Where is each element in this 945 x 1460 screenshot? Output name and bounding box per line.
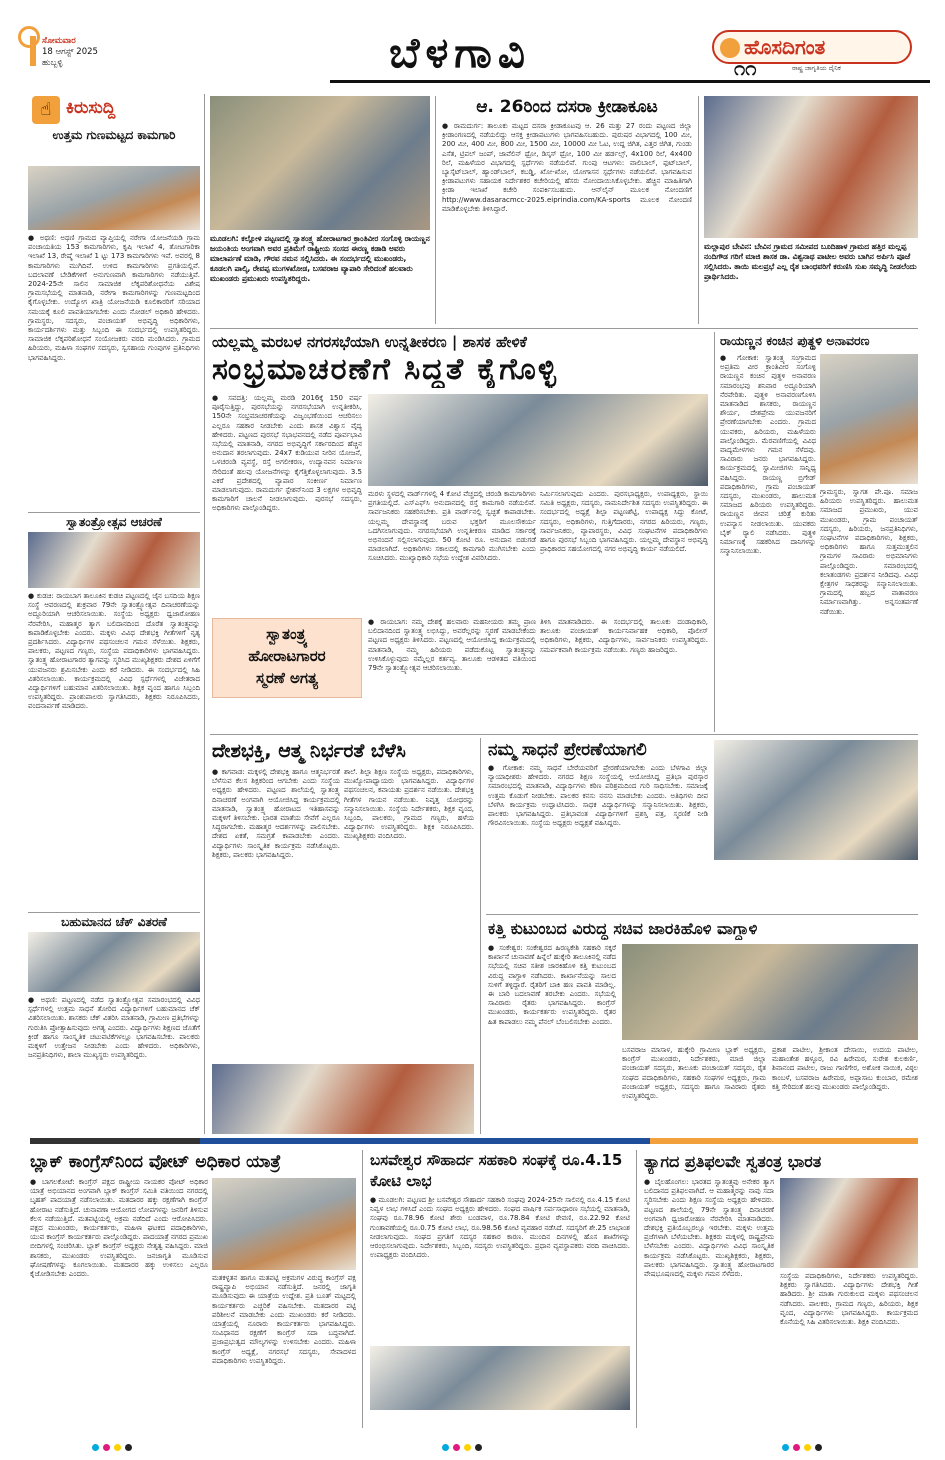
- color-bar-orange: [650, 1138, 918, 1144]
- brief3-body: ● ಅಥಣಿ: ಪಟ್ಟಣದಲ್ಲಿ ನಡೆದ ಸ್ವಾತಂತ್ರ್ಯೋತ್ಸವ ಸಮಾರಂಭದಲ್ಲಿ ವಿವಿಧ ಸ್ಪರ್ಧೆಗಳಲ್ಲಿ ಉತ್ತಮ ಸಾಧನೆ ತೋರಿದ ವಿದ್ಯಾರ್ಥಿಗಳಿಗೆ ಬಹುಮಾನದ ಚೆಕ್ ವಿತರಿಸಲಾಯಿತು. ಶಾಸಕರು ಚೆಕ್ ವಿತರಿಸಿ ಮಾತನಾಡಿ, ಗ್ರಾಮೀಣ ಪ್ರತಿಭೆಗಳನ್ನು ಗುರುತಿಸಿ ಪ್ರೋತ್ಸಾಹಿಸುವುದು ಅಗತ್ಯ ಎಂದರು. ವಿದ್ಯಾರ್ಥಿಗಳು ಶಿಕ್ಷಣದ ಜೊತೆಗೆ ಕ್ರೀಡೆ ಹಾಗೂ ಸಾಂಸ್ಕೃತಿಕ ಚಟುವಟಿಕೆಗಳಲ್ಲೂ ಭಾಗವಹಿಸಬೇಕು. ಪಾಲಕರು ಮಕ್ಕಳಿಗೆ ಉತ್ತೇಜನ ನೀಡಬೇಕು ಎಂದು ಹೇಳಿದರು. ಅಧಿಕಾರಿಗಳು, ಜನಪ್ರತಿನಿಧಿಗಳು, ಶಾಲಾ ಮುಖ್ಯಸ್ಥರು ಉಪಸ್ಥಿತರಿದ್ದರು.: [28, 996, 200, 1060]
- tyaga-col2: ಸಂಸ್ಥೆಯ ಪದಾಧಿಕಾರಿಗಳು, ನಿರ್ದೇಶಕರು ಉಪಸ್ಥಿತರಿದ್ದರು. ಶಿಕ್ಷಕರು ಸ್ವಾಗತಿಸಿದರು. ವಿದ್ಯಾರ್ಥಿಗಳು ದೇಶಭಕ್ತಿ ಗೀತೆ ಹಾಡಿದರು. ಶ್ರೀ ಮಾತಾ ಗುರುಕುಲದ ಮಕ್ಕಳು ಪಥಸಂಚಲನ ನಡೆಸಿದರು. ಪಾಲಕರು, ಗ್ರಾಮದ ಗಣ್ಯರು, ಹಿರಿಯರು, ಶಿಕ್ಷಕ ವೃಂದ, ವಿದ್ಯಾರ್ಥಿಗಳು ಭಾಗವಹಿಸಿದ್ದರು. ಕಾರ್ಯಕ್ರಮದ ಕೊನೆಯಲ್ಲಿ ಸಿಹಿ ವಿತರಿಸಲಾಯಿತು. ಶಿಕ್ಷಕಿ ವಂದಿಸಿದರು.: [780, 1272, 918, 1327]
- rayanna-col2: ಗ್ರಾಮಸ್ಥರು, ಸ್ವಾಗತ ಪೇ.ಪೂ. ಸಮಾಜ ಹಿರಿಯರು ಉಪಸ್ಥಿತರಿದ್ದರು. ಹಾಲುಮತ ಸಮಾಜದ ಪ್ರಮುಖರು, ಯುವ ಮುಖಂಡರು, ಗ್ರಾಮ ಪಂಚಾಯತ್ ಸದಸ್ಯರು, ಹಿರಿಯರು, ಜನಪ್ರತಿನಿಧಿಗಳು, ಸಂಘಟನೆಗಳ ಪದಾಧಿಕಾರಿಗಳು, ಶಿಕ್ಷಕರು, ಅಧಿಕಾರಿಗಳು ಹಾಗೂ ಸುತ್ತಮುತ್ತಲಿನ ಗ್ರಾಮಗಳ ಸಾವಿರಾರು ಅಭಿಮಾನಿಗಳು ಪಾಲ್ಗೊಂಡಿದ್ದರು. ಸಮಾರಂಭದಲ್ಲಿ ಕಲಾತಂಡಗಳು ಪ್ರದರ್ಶನ ನೀಡಿದವು. ವಿವಿಧ ಕ್ಷೇತ್ರಗಳ ಸಾಧಕರನ್ನು ಸನ್ಮಾನಿಸಲಾಯಿತು. ಗ್ರಾಮದಲ್ಲಿ ಹಬ್ಬದ ವಾತಾವರಣ ನಿರ್ಮಾಣವಾಗಿತ್ತು. ಅನ್ನಸಂತರ್ಪಣೆ ನಡೆಯಿತು.: [820, 488, 918, 616]
- masthead: [0, 0, 945, 86]
- tyaga-title: ತ್ಯಾಗದ ಪ್ರತಿಫಲವೇ ಸ್ವತಂತ್ರ ಭಾರತ: [644, 1152, 822, 1171]
- puja-caption: ಮಲ್ಲಾಪುರ ಬೇವಿನ: ಬೇವಿನ ಗ್ರಾಮದ ಸಮೀಪದ ಬೂದಿಹಾಳ ಗ್ರಾಮದ ಹತ್ತಿರ ಮಲ್ಲಪ್ಪ ನಂದಿಗೌಡ ಗರಿಗೆ ಮಾಜಿ ಶಾಸಕ ಡಾ. ವಿಶ್ವನಾಥ ಪಾಟೀಲ ಅವರು ಬಾಗಿನ ಅರ್ಪಿಸಿ ಪೂಜೆ ಸಲ್ಲಿಸಿದರು. ತಾಯಿ ಮಲಪ್ರಭೆ ಎಲ್ಲ ರೈತ ಬಾಂಧವರಿಗೆ ಕರುಣಿಸಿ ಸುಖ ಸಮೃದ್ಧಿ ನೀಡಲೆಂದು ಪ್ರಾರ್ಥಿಸಿದರು.: [704, 242, 917, 281]
- kirusuddi-logo: ಕಿರುಸುದ್ದಿ: [66, 98, 116, 118]
- basava-photo: [370, 1346, 630, 1410]
- basava-title: ಬಸವೇಶ್ವರ ಸೌಹಾರ್ದ ಸಹಕಾರಿ ಸಂಘಕ್ಕೆ ರೂ.4.15 ಕೋಟಿ ಲಾಭ: [370, 1151, 623, 1190]
- hand-pointer-icon: ☝: [32, 96, 60, 124]
- deshabhakti-col2: ಶಾಲೆ. ಶಿಲ್ಪಾ ಶಿಕ್ಷಣ ಸಂಸ್ಥೆಯ ಅಧ್ಯಕ್ಷರು, ಪದಾಧಿಕಾರಿಗಳು, ಮುಖ್ಯೋಪಾಧ್ಯಾಯರು ಭಾಗವಹಿಸಿದ್ದರು. ವಿದ್ಯಾರ್ಥಿಗಳ ಪಥಸಂಚಲನ, ಕವಾಯತು ಪ್ರದರ್ಶನ ನಡೆಯಿತು. ದೇಶಭಕ್ತಿ ಗೀತೆಗಳ ಗಾಯನ ನಡೆಯಿತು. ನಿವೃತ್ತ ಯೋಧರನ್ನು ಸನ್ಮಾನಿಸಲಾಯಿತು. ಸಂಸ್ಥೆಯ ನಿರ್ದೇಶಕರು, ಶಿಕ್ಷಕ ವೃಂದ, ಸಿಬ್ಬಂದಿ, ಪಾಲಕರು, ಗ್ರಾಮದ ಗಣ್ಯರು, ಹಳೆಯ ವಿದ್ಯಾರ್ಥಿಗಳು ಉಪಸ್ಥಿತರಿದ್ದರು. ಶಿಕ್ಷಕಿ ನಿರೂಪಿಸಿದರು. ಮುಖ್ಯಶಿಕ್ಷಕರು ವಂದಿಸಿದರು.: [344, 768, 474, 841]
- brand-logo-icon: [720, 38, 740, 58]
- katti-col2: ಬಸವರಾಜ ಮಾಸಾಳ, ಹುಕ್ಕೇರಿ ಗ್ರಾಮೀಣ ಬ್ಲಾಕ್ ಅಧ್ಯಕ್ಷರು, ಕಾಂಗ್ರೆಸ್ ಮುಖಂಡರು, ನಿರ್ದೇಶಕರು, ಮಾಜಿ ಜಿಲ್ಲಾ ಪಂಚಾಯತ್ ಸದಸ್ಯರು, ತಾಲೂಕು ಪಂಚಾಯತ್ ಸದಸ್ಯರು, ರೈತ ಸಂಘದ ಪದಾಧಿಕಾರಿಗಳು, ಸಹಕಾರಿ ಸಂಘಗಳ ಅಧ್ಯಕ್ಷರು, ಗ್ರಾಮ ಪಂಚಾಯತ್ ಅಧ್ಯಕ್ಷರು, ಸದಸ್ಯರು ಹಾಗೂ ಸಾವಿರಾರು ರೈತರು ಉಪಸ್ಥಿತರಿದ್ದರು.: [622, 1046, 766, 1101]
- brief2-photo: [28, 532, 200, 588]
- swatantrya-col2: ತಿಳಿಸಿ ಮಾತನಾಡಿದರು. ಈ ಸಂದರ್ಭದಲ್ಲಿ ತಾಲೂಕು ದಂಡಾಧಿಕಾರಿ, ತಾಲೂಕು ಪಂಚಾಯತ್ ಕಾರ್ಯನಿರ್ವಾಹಕ ಅಧಿಕಾರಿ, ಪೊಲೀಸ್ ಅಧಿಕಾರಿಗಳು, ಶಿಕ್ಷಕರು, ವಿದ್ಯಾರ್ಥಿಗಳು, ಸಾರ್ವಜನಿಕರು ಉಪಸ್ಥಿತರಿದ್ದರು. ಸಮರ್ಪಕವಾಗಿ ಕಾರ್ಯಕ್ರಮ ನಡೆಯಿತು. ಗಣ್ಯರು ಹಾಜರಿದ್ದರು.: [540, 618, 708, 654]
- yallamma-col2: ಮರಳು ಸ್ಥಳದಲ್ಲಿ ವಾರ್ಡ್‌ಗಳಲ್ಲಿ 4 ಕೋಟಿ ವೆಚ್ಚದಲ್ಲಿ ಚರಂಡಿ ಕಾಮಗಾರಿಗಳು ಪ್ರಗತಿಯಲ್ಲಿದೆ. ಎಸ್‌ಎಫ್‌ಸಿ ಅನುದಾನದಲ್ಲಿ ರಸ್ತೆ ಕಾಮಗಾರಿ ನಡೆಯಲಿವೆ. ಸಾರ್ವಜನಿಕರು ಸಹಕರಿಸಬೇಕು. ಪ್ರತಿ ವಾರ್ಡ್‌ನಲ್ಲಿ ಸ್ವಚ್ಛತೆ ಕಾಪಾಡಬೇಕು. ಯಲ್ಲಮ್ಮ ದೇವಸ್ಥಾನಕ್ಕೆ ಬರುವ ಭಕ್ತರಿಗೆ ಮೂಲಸೌಕರ್ಯ ಒದಗಿಸಲಾಗುವುದು. ನಗರಸಭೆಯಾಗಿ ಉನ್ನತೀಕರಣ ಮಾಡಿದ ಸರ್ಕಾರಕ್ಕೆ ಅಭಿನಂದನೆ ಸಲ್ಲಿಸಲಾಗುವುದು. 50 ಕೋಟಿ ರೂ. ಅನುದಾನ ಬಿಡುಗಡೆ ಮಾಡಲಾಗಿದೆ. ಅಧಿಕಾರಿಗಳು ಸಕಾಲದಲ್ಲಿ ಕಾಮಗಾರಿ ಮುಗಿಸಬೇಕು ಎಂದು ಸೂಚಿಸಿದರು. ಮುಖ್ಯಾಧಿಕಾರಿ ಸಭೆಯ ಉದ್ದೇಶ ವಿವರಿಸಿದರು.: [368, 490, 536, 563]
- color-bar-blue: [200, 1138, 650, 1144]
- rayanna-title: ರಾಯಣ್ಣನ ಕಂಚಿನ ಪುತ್ಥಳಿ ಅನಾವರಣ: [720, 333, 870, 348]
- color-bar-black: [30, 1138, 200, 1144]
- brief2-body: ● ಕುಡಚಿ: ರಾಯಬಾಗ ತಾಲೂಕಿನ ಕುಡಚಿ ಪಟ್ಟಣದಲ್ಲಿ ಜೈನ ಬಸದಿಯ ಶಿಕ್ಷಣ ಸಂಸ್ಥೆ ಆವರಣದಲ್ಲಿ ಶುಕ್ರವಾರ 79ನೇ ಸ್ವಾತಂತ್ರ್ಯೋತ್ಸವ ದಿನಾಚರಣೆಯನ್ನು ಅದ್ದೂರಿಯಾಗಿ ಆಚರಿಸಲಾಯಿತು. ಸಂಸ್ಥೆಯ ಅಧ್ಯಕ್ಷರು ಧ್ವಜಾರೋಹಣ ನೆರವೇರಿಸಿ, ಮಹಾತ್ಮರ ತ್ಯಾಗ ಬಲಿದಾನದಿಂದ ದೊರೆತ ಸ್ವಾತಂತ್ರ್ಯವನ್ನು ಕಾಪಾಡಿಕೊಳ್ಳಬೇಕು ಎಂದರು. ಮಕ್ಕಳು ವಿವಿಧ ದೇಶಭಕ್ತಿ ಗೀತೆಗಳಿಗೆ ನೃತ್ಯ ಪ್ರದರ್ಶಿಸಿದರು. ವಿದ್ಯಾರ್ಥಿಗಳ ಪಥಸಂಚಲನ ಗಮನ ಸೆಳೆಯಿತು. ಶಿಕ್ಷಕರು, ಪಾಲಕರು, ಪಟ್ಟಣದ ಗಣ್ಯರು, ಸಂಸ್ಥೆಯ ಪದಾಧಿಕಾರಿಗಳು ಭಾಗವಹಿಸಿದ್ದರು. ಸ್ವಾತಂತ್ರ್ಯ ಹೋರಾಟಗಾರರ ತ್ಯಾಗವನ್ನು ಸ್ಮರಿಸಿದ ಮುಖ್ಯಶಿಕ್ಷಕರು ದೇಶದ ಏಳಿಗೆಗೆ ಯುವಜನರು ಶ್ರಮಿಸಬೇಕು ಎಂದು ಕರೆ ನೀಡಿದರು. ಈ ಸಂದರ್ಭದಲ್ಲಿ ಸಿಹಿ ವಿತರಿಸಲಾಯಿತು. ಕಾರ್ಯಕ್ರಮದಲ್ಲಿ ವಿವಿಧ ಸ್ಪರ್ಧೆಗಳಲ್ಲಿ ವಿಜೇತರಾದ ವಿದ್ಯಾರ್ಥಿಗಳಿಗೆ ಬಹುಮಾನ ವಿತರಿಸಲಾಯಿತು. ಶಿಕ್ಷಕ ವೃಂದ ಹಾಗೂ ಸಿಬ್ಬಂದಿ ಉಪಸ್ಥಿತರಿದ್ದರು. ಪ್ರಾಂಶುಪಾಲರು ಸ್ವಾಗತಿಸಿದರು, ಶಿಕ್ಷಕರು ನಿರೂಪಿಸಿದರು, ವಂದನಾರ್ಪಣೆ ಮಾಡಿದರು.: [28, 592, 200, 711]
- yallamma-photo: [368, 394, 708, 486]
- brief1-title: ಉತ್ತಮ ಗುಣಮಟ್ಟದ ಕಾಮಗಾರಿ: [52, 128, 176, 142]
- basava-body: ● ಮೂಡಲಗಿ: ಪಟ್ಟಣದ ಶ್ರೀ ಬಸವೇಶ್ವರ ಸೌಹಾರ್ದ ಸಹಕಾರಿ ಸಂಘವು 2024-25ನೇ ಸಾಲಿನಲ್ಲಿ ರೂ.4.15 ಕೋಟಿ ನಿವ್ವಳ ಲಾಭ ಗಳಿಸಿದೆ ಎಂದು ಸಂಘದ ಅಧ್ಯಕ್ಷರು ಹೇಳಿದರು. ಸಂಘದ ವಾರ್ಷಿಕ ಸರ್ವಸಾಧಾರಣ ಸಭೆಯಲ್ಲಿ ಮಾತನಾಡಿ, ಸಂಘವು ರೂ.78.96 ಕೋಟಿ ಶೇರು ಬಂಡವಾಳ, ರೂ.78.84 ಕೋಟಿ ಠೇವಣಿ, ರೂ.22.92 ಕೋಟಿ ಗುಂತಾವಣೆಯಲ್ಲಿ ರೂ.0.75 ಕೋಟಿ ಲಾಭ, ರೂ.98.56 ಕೋಟಿ ವ್ಯವಹಾರ ನಡೆಸಿದೆ. ಸದಸ್ಯರಿಗೆ ಶೇ.25 ಲಾಭಾಂಶ ನೀಡಲಾಗುವುದು. ಸಂಘದ ಪ್ರಗತಿಗೆ ಸದಸ್ಯರ ಸಹಕಾರ ಕಾರಣ. ಮುಂದಿನ ದಿನಗಳಲ್ಲಿ ಹೊಸ ಶಾಖೆಗಳನ್ನು ಆರಂಭಿಸಲಾಗುವುದು. ನಿರ್ದೇಶಕರು, ಸಿಬ್ಬಂದಿ, ಸದಸ್ಯರು ಉಪಸ್ಥಿತರಿದ್ದರು. ಪ್ರಧಾನ ವ್ಯವಸ್ಥಾಪಕರು ವರದಿ ವಾಚಿಸಿದರು. ಉಪಾಧ್ಯಕ್ಷರು ವಂದಿಸಿದರು.: [370, 1196, 630, 1260]
- puja-photo: [704, 96, 918, 238]
- row-divider: [210, 328, 918, 329]
- katti-col1: ● ಸಂಕೇಶ್ವರ: ಸಂಕೇಶ್ವರದ ಹಿರಣ್ಯಕೇಶಿ ಸಹಕಾರಿ ಸಕ್ಕರೆ ಕಾರ್ಖಾನೆ ಚುನಾವಣೆ ಹಿನ್ನೆಲೆ ಹುಕ್ಕೇರಿ ತಾಲೂಕಿನಲ್ಲಿ ನಡೆದ ಸಭೆಯಲ್ಲಿ ಸಚಿವ ಸತೀಶ ಜಾರಕಿಹೊಳಿ ಕತ್ತಿ ಕುಟುಂಬದ ವಿರುದ್ಧ ವಾಗ್ದಾಳಿ ನಡೆಸಿದರು. ಕಾರ್ಖಾನೆಯನ್ನು ಸಾಲದ ಸುಳಿಗೆ ತಳ್ಳಿದ್ದಾರೆ. ರೈತರಿಗೆ ಬಾಕಿ ಹಣ ಪಾವತಿ ಮಾಡಿಲ್ಲ. ಈ ಬಾರಿ ಬದಲಾವಣೆ ತರಬೇಕು ಎಂದರು. ಸಭೆಯಲ್ಲಿ ಸಾವಿರಾರು ರೈತರು ಭಾಗವಹಿಸಿದ್ದರು. ಕಾಂಗ್ರೆಸ್ ಮುಖಂಡರು, ಕಾರ್ಯಕರ್ತರು ಉಪಸ್ಥಿತರಿದ್ದರು. ರೈತರ ಹಿತ ಕಾಪಾಡಲು ನಮ್ಮ ಪೆನಲ್ ಬೆಂಬಲಿಸಬೇಕು ಎಂದರು.: [488, 944, 616, 1026]
- column-divider: [636, 1150, 637, 1428]
- rayanna-col1: ● ಗೋಕಾಕ: ಸ್ವಾತಂತ್ರ್ಯ ಸಂಗ್ರಾಮದ ಅಪ್ರತಿಮ ವೀರ ಕ್ರಾಂತಿವೀರ ಸಂಗೊಳ್ಳಿ ರಾಯಣ್ಣನ ಕಂಚಿನ ಪುತ್ಥಳಿ ಅನಾವರಣ ಸಮಾರಂಭವು ಶನಿವಾರ ಅದ್ದೂರಿಯಾಗಿ ನೆರವೇರಿತು. ಪುತ್ಥಳಿ ಅನಾವರಣಗೊಳಿಸಿ ಮಾತನಾಡಿದ ಶಾಸಕರು, ರಾಯಣ್ಣನ ಶೌರ್ಯ, ದೇಶಪ್ರೇಮ ಯುವಜನರಿಗೆ ಪ್ರೇರಣೆಯಾಗಬೇಕು ಎಂದರು. ಗ್ರಾಮದ ಯುವಕರು, ಹಿರಿಯರು, ಮಹಿಳೆಯರು ಪಾಲ್ಗೊಂಡಿದ್ದರು. ಮೆರವಣಿಗೆಯಲ್ಲಿ ವಿವಿಧ ವಾದ್ಯಮೇಳಗಳು ಗಮನ ಸೆಳೆದವು. ಸಾವಿರಾರು ಜನರು ಭಾಗವಹಿಸಿದ್ದರು. ಕಾರ್ಯಕ್ರಮದಲ್ಲಿ ಸ್ವಾಮೀಜಿಗಳು ಸಾನ್ನಿಧ್ಯ ವಹಿಸಿದ್ದರು. ರಾಯಣ್ಣ ಬ್ರಿಗೇಡ್ ಪದಾಧಿಕಾರಿಗಳು, ಗ್ರಾಮ ಪಂಚಾಯತ್ ಸದಸ್ಯರು, ಮುಖಂಡರು, ಹಾಲುಮತ ಸಮಾಜದ ಹಿರಿಯರು ಉಪಸ್ಥಿತರಿದ್ದರು. ರಾಯಣ್ಣನ ಜೀವನ ಚರಿತ್ರೆ ಕುರಿತು ಉಪನ್ಯಾಸ ನೀಡಲಾಯಿತು. ಯುವಕರು ಬೈಕ್ ರ್‍ಯಾಲಿ ನಡೆಸಿದರು. ಪುತ್ಥಳಿ ನಿರ್ಮಾಣಕ್ಕೆ ಸಹಕರಿಸಿದ ದಾನಿಗಳನ್ನು ಸನ್ಮಾನಿಸಲಾಯಿತು.: [720, 354, 816, 556]
- katti-title: ಕತ್ತಿ ಕುಟುಂಬದ ವಿರುದ್ಧ ಸಚಿವ ಜಾರಕಿಹೊಳಿ ವಾಗ್ದಾಳಿ: [488, 919, 758, 938]
- sadhane-body: ● ಗೋಕಾಕ: ನಮ್ಮ ಸಾಧನೆ ಬೇರೆಯವರಿಗೆ ಪ್ರೇರಣೆಯಾಗಬೇಕು ಎಂದು ಬೆಳಗಾವಿ ಜಿಲ್ಲಾ ನ್ಯಾಯಾಧೀಶರು ಹೇಳಿದರು. ನಗರದ ಶಿಕ್ಷಣ ಸಂಸ್ಥೆಯಲ್ಲಿ ಆಯೋಜಿಸಿದ್ದ ಪ್ರತಿಭಾ ಪುರಸ್ಕಾರ ಸಮಾರಂಭದಲ್ಲಿ ಮಾತನಾಡಿ, ವಿದ್ಯಾರ್ಥಿಗಳು ಕಠಿಣ ಪರಿಶ್ರಮದಿಂದ ಗುರಿ ಸಾಧಿಸಬೇಕು. ಸಮಾಜಕ್ಕೆ ಉತ್ತಮ ಕೊಡುಗೆ ನೀಡಬೇಕು. ಪಾಲಕರ ಕನಸು ನನಸು ಮಾಡಬೇಕು ಎಂದರು. ಅತಿಥಿಗಳು ದೀಪ ಬೆಳಗಿಸಿ ಕಾರ್ಯಕ್ರಮ ಉದ್ಘಾಟಿಸಿದರು. ಸಾಧಕ ವಿದ್ಯಾರ್ಥಿಗಳನ್ನು ಸನ್ಮಾನಿಸಲಾಯಿತು. ಶಿಕ್ಷಕರು, ಪಾಲಕರು ಭಾಗವಹಿಸಿದ್ದರು. ಪ್ರತಿಭಾವಂತ ವಿದ್ಯಾರ್ಥಿಗಳಿಗೆ ಪ್ರಶಸ್ತಿ ಪತ್ರ, ಸ್ಮರಣಿಕೆ ನೀಡಿ ಗೌರವಿಸಲಾಯಿತು. ಸಂಸ್ಥೆಯ ಅಧ್ಯಕ್ಷರು ಅಧ್ಯಕ್ಷತೆ ವಹಿಸಿದ್ದರು.: [488, 764, 708, 828]
- votes-col1: ● ಬಾಗಲಕೋಟೆ: ಕಾಂಗ್ರೆಸ್ ಪಕ್ಷದ ರಾಷ್ಟ್ರೀಯ ನಾಯಕರ ವೋಟ್ ಅಧಿಕಾರ ಯಾತ್ರೆ ಅಭಿಯಾನದ ಅಂಗವಾಗಿ ಬ್ಲಾಕ್ ಕಾಂಗ್ರೆಸ್ ಸಮಿತಿ ವತಿಯಿಂದ ನಗರದಲ್ಲಿ ಬೃಹತ್ ಪಾದಯಾತ್ರೆ ನಡೆಸಲಾಯಿತು. ಮತದಾರರ ಹಕ್ಕು ರಕ್ಷಣೆಗಾಗಿ ಕಾಂಗ್ರೆಸ್ ಹೋರಾಟ ನಡೆಸುತ್ತಿದೆ. ಚುನಾವಣಾ ಆಯೋಗದ ಲೋಪಗಳನ್ನು ಜನರಿಗೆ ತಿಳಿಸುವ ಕೆಲಸ ನಡೆಯುತ್ತಿದೆ. ಮತಪಟ್ಟಿಯಲ್ಲಿ ಅಕ್ರಮ ನಡೆದಿದೆ ಎಂದು ಆರೋಪಿಸಿದರು. ಪಕ್ಷದ ಮುಖಂಡರು, ಕಾರ್ಯಕರ್ತರು, ಮಹಿಳಾ ಘಟಕದ ಪದಾಧಿಕಾರಿಗಳು, ಯುವ ಕಾಂಗ್ರೆಸ್ ಕಾರ್ಯಕರ್ತರು ಪಾಲ್ಗೊಂಡಿದ್ದರು. ಪಾದಯಾತ್ರೆ ನಗರದ ಪ್ರಮುಖ ಬೀದಿಗಳಲ್ಲಿ ಸಂಚರಿಸಿತು. ಬ್ಲಾಕ್ ಕಾಂಗ್ರೆಸ್ ಅಧ್ಯಕ್ಷರು ನೇತೃತ್ವ ವಹಿಸಿದ್ದರು. ಮಾಜಿ ಶಾಸಕರು, ಮುಖಂಡರು ಉಪಸ್ಥಿತರಿದ್ದರು. ಜನಜಾಗೃತಿ ಮೂಡಿಸುವ ಘೋಷಣೆಗಳನ್ನು ಕೂಗಲಾಯಿತು. ಮತದಾರರ ಹಕ್ಕು ಉಳಿಸಲು ಎಲ್ಲರೂ ಕೈಜೋಡಿಸಬೇಕು ಎಂದರು.: [30, 1178, 208, 1279]
- brief3-title: ಬಹುಮಾನದ ಚೆಕ್ ವಿತರಣೆ: [28, 912, 200, 930]
- katti-col3: ಪ್ರಕಾಶ ಪಾಟೀಲ, ಶ್ರೀಕಾಂತ ದೇಸಾಯಿ, ಉದಯ ಪಾಟೀಲ, ಮಹಾಂತೇಶ ಹಳ್ಳೂರ, ರವಿ ಹಿರೇಮಠ, ಸುರೇಶ ಕುಲಕರ್ಣಿ, ಶಿವಾನಂದ ಪಾಟೀಲ, ರಾಜು ಗಾಣಿಗೇರ, ಅಶೋಕ ನಾಯಿಕ, ವಿಠ್ಠಲ ಕಾಂಬಳೆ, ಬಸವರಾಜ ಹಿರೇಮಠ, ಅಪ್ಪಾಸಾಬ ಕುಂಬಾರ, ರಮೇಶ ಕತ್ತಿ ಸೇರಿದಂತೆ ಹಲವು ಮುಖಂಡರು ಪಾಲ್ಗೊಂಡಿದ್ದರು.: [772, 1046, 918, 1091]
- column-divider: [204, 94, 205, 1134]
- kirusuddi-header: [28, 94, 200, 126]
- brief2-title: ಸ್ವಾತಂತ್ರ್ಯೋತ್ಸವ ಆಚರಣೆ: [28, 512, 200, 530]
- yallamma-col3: ನಿರ್ಮಿಸಲಾಗುವುದು ಎಂದರು. ಪುರಸಭಾಧ್ಯಕ್ಷರು, ಉಪಾಧ್ಯಕ್ಷರು, ಸ್ಥಾಯಿ ಸಮಿತಿ ಅಧ್ಯಕ್ಷರು, ಸದಸ್ಯರು, ನಾಮನಿರ್ದೇಶಿತ ಸದಸ್ಯರು ಉಪಸ್ಥಿತರಿದ್ದರು. ಈ ಸಂದರ್ಭದಲ್ಲಿ ಅಧ್ಯಕ್ಷೆ ಶಿಲ್ಪಾ ಪಟ್ಟಣಶೆಟ್ಟಿ, ಉಪಾಧ್ಯಕ್ಷ ಸಿದ್ದು ಕೋಟೆ, ಸದಸ್ಯರು, ಅಧಿಕಾರಿಗಳು, ಗುತ್ತಿಗೆದಾರರು, ನಗರದ ಹಿರಿಯರು, ಗಣ್ಯರು, ಸಾರ್ವಜನಿಕರು, ವ್ಯಾಪಾರಸ್ಥರು, ವಿವಿಧ ಸಂಘಟನೆಗಳ ಪದಾಧಿಕಾರಿಗಳು ಹಾಗೂ ಪುರಸಭೆ ಸಿಬ್ಬಂದಿ ಭಾಗವಹಿಸಿದ್ದರು. ಯಲ್ಲಮ್ಮ ದೇವಸ್ಥಾನ ಅಭಿವೃದ್ಧಿ ಪ್ರಾಧಿಕಾರದ ಸಹಯೋಗದಲ್ಲಿ ನಗರ ಅಭಿವೃದ್ಧಿ ಕಾರ್ಯ ನಡೆಯಲಿದೆ.: [540, 490, 708, 554]
- votes-title: ಬ್ಲಾಕ್ ಕಾಂಗ್ರೆಸ್‌ನಿಂದ ವೋಟ್ ಅಧಿಕಾರ ಯಾತ್ರೆ: [30, 1152, 281, 1172]
- swatantrya-title-3: ಸ್ಮರಣೆ ಅಗತ್ಯ: [255, 669, 319, 687]
- column-divider: [714, 332, 715, 732]
- kirusuddi-column: [28, 94, 200, 1134]
- deshabhakti-photo: [212, 1064, 474, 1134]
- yallamma-kicker: ಯಲ್ಲಮ್ಮ ಮರಬಳ ನಗರಸಭೆಯಾಗಿ ಉನ್ನತೀಕರಣ | ಶಾಸಕ ಹೇಳಿಕೆ: [212, 333, 527, 351]
- masthead-ring-icon: [18, 26, 40, 48]
- votes-col2: ಮತಕಳ್ಳತನ ಹಾಗೂ ಮತಪಟ್ಟಿ ಅಕ್ರಮಗಳ ವಿರುದ್ಧ ಕಾಂಗ್ರೆಸ್ ಪಕ್ಷ ರಾಷ್ಟ್ರವ್ಯಾಪಿ ಅಭಿಯಾನ ನಡೆಸುತ್ತಿದೆ. ಜನರಲ್ಲಿ ಜಾಗೃತಿ ಮೂಡಿಸುವುದು ಈ ಯಾತ್ರೆಯ ಉದ್ದೇಶ. ಪ್ರತಿ ಬೂತ್ ಮಟ್ಟದಲ್ಲಿ ಕಾರ್ಯಕರ್ತರು ಎಚ್ಚರಿಕೆ ವಹಿಸಬೇಕು. ಮತದಾರರ ಪಟ್ಟಿ ಪರಿಶೀಲನೆ ಮಾಡಬೇಕು ಎಂದು ಮುಖಂಡರು ಕರೆ ನೀಡಿದರು. ಯಾತ್ರೆಯಲ್ಲಿ ನೂರಾರು ಕಾರ್ಯಕರ್ತರು ಭಾಗವಹಿಸಿದ್ದರು. ಸಂವಿಧಾನದ ರಕ್ಷಣೆಗೆ ಕಾಂಗ್ರೆಸ್ ಸದಾ ಬದ್ಧವಾಗಿದೆ. ಪ್ರಜಾಪ್ರಭುತ್ವದ ಮೌಲ್ಯಗಳನ್ನು ಉಳಿಸಬೇಕು ಎಂದರು. ಮಹಿಳಾ ಕಾಂಗ್ರೆಸ್ ಅಧ್ಯಕ್ಷೆ, ನಗರಸಭೆ ಸದಸ್ಯರು, ಸೇವಾದಳದ ಪದಾಧಿಕಾರಿಗಳು ಉಪಸ್ಥಿತರಿದ್ದರು.: [212, 1274, 356, 1365]
- bottom-color-bar: [30, 1138, 918, 1144]
- column-divider: [435, 96, 436, 324]
- row-divider: [486, 914, 918, 915]
- tyaga-col1: ● ಬೈಲಹೊಂಗಲ: ಭಾರತದ ಸ್ವಾತಂತ್ರ್ಯವು ಅನೇಕರ ತ್ಯಾಗ ಬಲಿದಾನದ ಪ್ರತಿಫಲವಾಗಿದೆ. ಆ ಮಹಾತ್ಮರನ್ನು ನಾವು ಸದಾ ಸ್ಮರಿಸಬೇಕು ಎಂದು ಶಿಕ್ಷಣ ಸಂಸ್ಥೆಯ ಅಧ್ಯಕ್ಷರು ಹೇಳಿದರು. ಪಟ್ಟಣದ ಶಾಲೆಯಲ್ಲಿ 79ನೇ ಸ್ವಾತಂತ್ರ್ಯ ದಿನಾಚರಣೆ ಅಂಗವಾಗಿ ಧ್ವಜಾರೋಹಣ ನೆರವೇರಿಸಿ ಮಾತನಾಡಿದರು. ದೇಶಭಕ್ತಿ ಪ್ರತಿಯೊಬ್ಬರಲ್ಲೂ ಇರಬೇಕು. ಮಕ್ಕಳು ಉತ್ತಮ ಪ್ರಜೆಗಳಾಗಿ ಬೆಳೆಯಬೇಕು. ಶಿಕ್ಷಕರು ಮಕ್ಕಳಲ್ಲಿ ರಾಷ್ಟ್ರಪ್ರೇಮ ಬೆಳೆಸಬೇಕು ಎಂದರು. ವಿದ್ಯಾರ್ಥಿಗಳು ವಿವಿಧ ಸಾಂಸ್ಕೃತಿಕ ಕಾರ್ಯಕ್ರಮ ನಡೆಸಿಕೊಟ್ಟರು. ಮುಖ್ಯಶಿಕ್ಷಕರು, ಶಿಕ್ಷಕರು, ಪಾಲಕರು ಭಾಗವಹಿಸಿದ್ದರು. ಸ್ವಾತಂತ್ರ್ಯ ಹೋರಾಟಗಾರರ ವೇಷಭೂಷಣದಲ್ಲಿ ಮಕ್ಕಳು ಗಮನ ಸೆಳೆದರು.: [644, 1178, 774, 1279]
- brand-tagline: ರಾಷ್ಟ್ರ ಜಾಗೃತಿಯ ದೈನಿಕ: [792, 64, 841, 72]
- dasara-body: ● ರಾಮದುರ್ಗ: ತಾಲೂಕು ಮಟ್ಟದ ದಸರಾ ಕ್ರೀಡಾಕೂಟವು ಆ. 26 ಮತ್ತು 27 ರಂದು ಪಟ್ಟಣದ ಜಿಲ್ಲಾ ಕ್ರೀಡಾಂಗಣದಲ್ಲಿ ನಡೆಯಲಿದ್ದು ಆಸಕ್ತ ಕ್ರೀಡಾಪಟುಗಳು ಭಾಗವಹಿಸಬಹುದು. ಪುರುಷರ ವಿಭಾಗದಲ್ಲಿ 100 ಮೀ, 200 ಮೀ, 400 ಮೀ, 800 ಮೀ, 1500 ಮೀ, 10000 ಮೀ ಓಟ, ಉದ್ದ ಜಿಗಿತ, ಎತ್ತರ ಜಿಗಿತ, ಗುಂಡು ಎಸೆತ, ಟ್ರಿಪಲ್ ಜಂಪ್, ಜಾವೆಲಿನ್ ಥ್ರೋ, ಡಿಸ್ಕಸ್ ಥ್ರೋ, 100 ಮೀ ಹರ್ಡಲ್ಸ್, 4x100 ರಿಲೆ, 4x400 ರಿಲೆ, ಮಹಿಳೆಯರ ವಿಭಾಗದಲ್ಲಿ ಸ್ಪರ್ಧೆಗಳು ನಡೆಯಲಿವೆ. ಗುಂಪು ಆಟಗಳು: ವಾಲಿಬಾಲ್, ಫುಟ್‌ಬಾಲ್, ಬ್ಯಾಸ್ಕೆಟ್‌ಬಾಲ್, ಹ್ಯಾಂಡ್‌ಬಾಲ್, ಕಬಡ್ಡಿ, ಖೋ-ಖೋ, ಯೋಗಾಸನ ಸ್ಪರ್ಧೆಗಳು ನಡೆಯಲಿವೆ. ಭಾಗವಹಿಸುವ ಕ್ರೀಡಾಪಟುಗಳು ಸಹಾಯಕ ನಿರ್ದೇಶಕರ ಕಚೇರಿಯಲ್ಲಿ ಹೆಸರು ನೋಂದಾಯಿಸಿಕೊಳ್ಳಬೇಕು. ಹೆಚ್ಚಿನ ಮಾಹಿತಿಗಾಗಿ ಕ್ರೀಡಾ ಇಲಾಖೆ ಕಚೇರಿ ಸಂಪರ್ಕಿಸಬಹುದು. ಆನ್‌ಲೈನ್ ಮೂಲಕ ನೋಂದಣಿಗೆ http://www.dasaracmcc-2025.eiprindia.com/KA-sports ಮೂಲಕ ನೋಂದಣಿ ಮಾಡಿಕೊಳ್ಳಬೇಕು ತಿಳಿಸಿದ್ದಾರೆ.: [442, 122, 692, 213]
- swatantrya-title-2: ಹೋರಾಟಗಾರರ: [248, 647, 326, 665]
- swatantrya-box: [212, 618, 362, 698]
- tyaga-photo: [780, 1178, 918, 1268]
- deshabhakti-col1: ● ಕಾಗವಾಡ: ಮಕ್ಕಳಲ್ಲಿ ದೇಶಭಕ್ತಿ ಹಾಗೂ ಆತ್ಮನಿರ್ಭರತೆ ಬೆಳೆಸುವ ಕೆಲಸ ಶಿಕ್ಷಕರಿಂದ ಆಗಬೇಕು ಎಂದು ಸಂಸ್ಥೆಯ ಅಧ್ಯಕ್ಷರು ಹೇಳಿದರು. ಪಟ್ಟಣದ ಶಾಲೆಯಲ್ಲಿ ಸ್ವಾತಂತ್ರ್ಯ ದಿನಾಚರಣೆ ಅಂಗವಾಗಿ ಆಯೋಜಿಸಿದ್ದ ಕಾರ್ಯಕ್ರಮದಲ್ಲಿ ಮಾತನಾಡಿ, ಸ್ವಾತಂತ್ರ್ಯ ಹೋರಾಟದ ಇತಿಹಾಸವನ್ನು ಮಕ್ಕಳಿಗೆ ತಿಳಿಸಬೇಕು. ಭಾರತ ಮಾತೆಯ ಸೇವೆಗೆ ಎಲ್ಲರೂ ಸಿದ್ಧರಾಗಬೇಕು. ಮಹಾತ್ಮರ ಆದರ್ಶಗಳನ್ನು ಪಾಲಿಸಬೇಕು. ದೇಶದ ಏಕತೆ, ಸಮಗ್ರತೆ ಕಾಪಾಡಬೇಕು ಎಂದರು. ವಿದ್ಯಾರ್ಥಿಗಳು ಸಾಂಸ್ಕೃತಿಕ ಕಾರ್ಯಕ್ರಮ ನಡೆಸಿಕೊಟ್ಟರು. ಶಿಕ್ಷಕರು, ಪಾಲಕರು ಭಾಗವಹಿಸಿದ್ದರು.: [212, 768, 340, 859]
- masthead-date: 18 ಆಗಸ್ಟ್ 2025: [42, 47, 98, 57]
- swatantrya-col1: ● ರಾಯಬಾಗ: ನಮ್ಮ ದೇಶಕ್ಕೆ ಹಲವಾರು ಮಹನೀಯರು ತಮ್ಮ ಪ್ರಾಣ ಬಲಿದಾನದಿಂದ ಸ್ವಾತಂತ್ರ್ಯ ಲಭಿಸಿದ್ದು, ಅವರೆಲ್ಲರನ್ನು ಸ್ಮರಣೆ ಮಾಡಬೇಕೆಂದು ಪಟ್ಟಣದ ಅಧ್ಯಕ್ಷರು ತಿಳಿಸಿದರು. ಪಟ್ಟಣದಲ್ಲಿ ಆಯೋಜಿಸಿದ್ದ ಕಾರ್ಯಕ್ರಮದಲ್ಲಿ ಮಾತನಾಡಿ, ನಮ್ಮ ಹಿರಿಯರು ಪಡೆದುಕೊಟ್ಟ ಸ್ವಾತಂತ್ರ್ಯವನ್ನು ಉಳಿಸಿಕೊಳ್ಳುವುದು ನಮ್ಮೆಲ್ಲರ ಕರ್ತವ್ಯ. ತಾಲೂಕು ಆಡಳಿತದ ವತಿಯಿಂದ 79ನೇ ಸ್ವಾತಂತ್ರ್ಯೋತ್ಸವ ಆಚರಿಸಲಾಯಿತು.: [368, 618, 536, 673]
- section-underline: [330, 80, 930, 83]
- masthead-date-block: [42, 36, 162, 72]
- masthead-city: ಹುಬ್ಬಳ್ಳಿ: [42, 58, 63, 68]
- votes-photo: [212, 1178, 356, 1270]
- rayanna-photo: [820, 354, 918, 484]
- statue-caption: ಮೂಡಲಗಿ: ಕಲ್ಲೋಳಿ ಪಟ್ಟಣದಲ್ಲಿ ಸ್ವಾತಂತ್ರ್ಯ ಹೋರಾಟಗಾರ ಕ್ರಾಂತಿವೀರ ಸಂಗೊಳ್ಳಿ ರಾಯಣ್ಣನ ಜಯಂತಿಯ ಅಂಗವಾಗಿ ಅವರ ಪ್ರತಿಮೆಗೆ ರಾಷ್ಟ್ರೀಯ ಸಂಸದ ಈರಣ್ಣ ಕಡಾಡಿ ಅವರು ಮಾಲಾರ್ಪಣೆ ಮಾಡಿ, ಗೌರವ ನಮನ ಸಲ್ಲಿಸಿದರು. ಈ ಸಂದರ್ಭದಲ್ಲಿ ಮುಖಂಡರು, ಕೂಡಲಗಿ ಪಾಲ್ಕಿ, ರೇವಪ್ಪ ಮುಗಳಖೋಡ, ಬಸವರಾಜ ವ್ಯಾಪಾರಿ ಸೇರಿದಂತೆ ಹಲವಾರು ಮುಖಂಡರು ಪ್ರಮುಖರು ಉಪಸ್ಥಿತರಿದ್ದರು.: [210, 234, 430, 283]
- yallamma-title: ಸಂಭ್ರಮಾಚರಣೆಗೆ ಸಿದ್ಧತೆ ಕೈಗೊಳ್ಳಿ: [212, 352, 559, 387]
- sadhane-title: ನಮ್ಮ ಸಾಧನೆ ಪ್ರೇರಣೆಯಾಗಲಿ: [488, 740, 647, 760]
- brand-name: ಹೊಸದಿಗಂತ: [744, 35, 826, 59]
- page-number: ೧೧: [734, 56, 757, 80]
- sadhane-photo: [714, 740, 918, 860]
- section-title: ಬೆಳಗಾವಿ: [389, 28, 531, 77]
- brief1-body: ● ಅಥಣಿ: ಅಥಣಿ ಗ್ರಾಮದ ವ್ಯಾಪ್ತಿಯಲ್ಲಿ ನರೇಗಾ ಯೋಜನೆಯಡಿ ಗ್ರಾಮ ಪಂಚಾಯತಿಯ 153 ಕಾಮಗಾರಿಗಳು, ಕೃಷಿ ಇಲಾಖೆ 4, ತೋಟಗಾರಿಕಾ ಇಲಾಖೆ 13, ರೇಷ್ಮೆ ಇಲಾಖೆ 1 ಟ್ಟು 173 ಕಾಮಗಾರಿಗಳು ಇವೆ. ಅವರಲ್ಲಿ 8 ಕಾಮಗಾರಿಗಳು ಮುಗಿದಿವೆ. ಉಳಿದ ಕಾಮಗಾರಿಗಳು ಪ್ರಗತಿಯಲ್ಲಿವೆ. ಬದಲಾವಣೆ ಬೇಡಿಕೆಗಳಿಗೆ ಅನುಗುಣವಾಗಿ ಕಾಮಗಾರಿಗಳು ನಡೆಯುತ್ತಿವೆ. 2024-25ನೇ ಸಾಲಿನ ಸಾಮಾಜಿಕ ಲೆಕ್ಕಪರಿಶೋಧನೆಯ ವಿಶೇಷ ಗ್ರಾಮಸಭೆಯಲ್ಲಿ ಮಾತನಾಡಿ, ನರೇಗಾ ಕಾಮಗಾರಿಗಳನ್ನು ಗುಣಮಟ್ಟದಿಂದ ಕೈಗೊಳ್ಳಬೇಕು. ಉದ್ಯೋಗ ಖಾತ್ರಿ ಯೋಜನೆಯಡಿ ಕೂಲಿಕಾರರಿಗೆ ಸರಿಯಾದ ಸಮಯಕ್ಕೆ ಕೂಲಿ ಪಾವತಿಯಾಗಬೇಕು ಎಂದು ನೋಡಲ್ ಅಧಿಕಾರಿ ಹೇಳಿದರು. ಗ್ರಾಮಸ್ಥರು, ಸದಸ್ಯರು, ಪಂಚಾಯತ್ ಅಭಿವೃದ್ಧಿ ಅಧಿಕಾರಿಗಳು, ಕಾರ್ಯದರ್ಶಿಗಳು ಮತ್ತು ಸಿಬ್ಬಂದಿ ಈ ಸಂದರ್ಭದಲ್ಲಿ ಉಪಸ್ಥಿತರಿದ್ದರು. ಸಾಮಾಜಿಕ ಲೆಕ್ಕಪರಿಶೋಧನೆ ಸಂಯೋಜಕರು ವರದಿ ಮಂಡಿಸಿದರು. ಗ್ರಾಮದ ಹಿರಿಯರು, ಮಹಿಳಾ ಸಂಘಗಳ ಸದಸ್ಯರು, ಸ್ವಸಹಾಯ ಗುಂಪುಗಳ ಪ್ರತಿನಿಧಿಗಳು ಭಾಗವಹಿಸಿದ್ದರು.: [28, 234, 200, 362]
- column-divider: [362, 1150, 363, 1428]
- registration-dots-right: [780, 1436, 824, 1455]
- registration-dots-left: [90, 1436, 134, 1455]
- row-divider: [210, 734, 918, 735]
- masthead-day: ಸೋಮವಾರ: [42, 36, 76, 46]
- brief3-photo: [28, 932, 200, 992]
- column-divider: [698, 96, 699, 324]
- brief1-photo: [28, 166, 200, 230]
- dasara-title: ಆ. 26ರಿಂದ ದಸರಾ ಕ್ರೀಡಾಕೂಟ: [476, 97, 658, 117]
- deshabhakti-title: ದೇಶಭಕ್ತಿ, ಆತ್ಮ ನಿರ್ಭರತೆ ಬೆಳೆಸಿ: [212, 740, 406, 762]
- column-divider: [480, 738, 481, 1134]
- swatantrya-title-1: ಸ್ವಾತಂತ್ರ್ಯ: [266, 625, 308, 643]
- registration-dots-center: [440, 1436, 484, 1455]
- yallamma-col1: ● ಸವದತ್ತಿ: ಯಲ್ಲಮ್ಮ ಮರಡಿ 2016ಕ್ಕೆ 150 ವರ್ಷ ಪೂರೈಸುತ್ತಿದ್ದು, ಪುರಸಭೆಯನ್ನು ನಗರಸಭೆಯಾಗಿ ಉನ್ನತೀಕರಿಸಿ, 150ನೇ ಸಂಭ್ರಮಾಚರಣೆಯನ್ನು ವಿಜೃಂಭಣೆಯಿಂದ ಆಚರಿಸಲು ಎಲ್ಲರೂ ಸಹಕಾರ ನೀಡಬೇಕು ಎಂದು ಶಾಸಕ ವಿಶ್ವಾಸ ವೈದ್ಯ ಹೇಳಿದರು. ಪಟ್ಟಣದ ಪುರಸಭೆ ಸಭಾಭವನದಲ್ಲಿ ನಡೆದ ಪೂರ್ವಭಾವಿ ಸಭೆಯಲ್ಲಿ ಮಾತನಾಡಿ, ನಗರದ ಅಭಿವೃದ್ಧಿಗೆ ಸರ್ಕಾರದಿಂದ ಹೆಚ್ಚಿನ ಅನುದಾನ ತರಲಾಗುವುದು. 24x7 ಕುಡಿಯುವ ನೀರಿನ ಯೋಜನೆ, ಒಳಚರಂಡಿ ವ್ಯವಸ್ಥೆ, ರಸ್ತೆ ಅಗಲೀಕರಣ, ಉದ್ಯಾನವನ ನಿರ್ಮಾಣ ಸೇರಿದಂತೆ ಹಲವು ಯೋಜನೆಗಳನ್ನು ಕೈಗೆತ್ತಿಕೊಳ್ಳಲಾಗುವುದು. 3.5 ಎಕರೆ ಪ್ರದೇಶದಲ್ಲಿ ವ್ಯಾಪಾರ ಸಂಕೀರ್ಣ ನಿರ್ಮಾಣ ಮಾಡಲಾಗುವುದು. ರಾಮದುರ್ಗ ಸ್ಟೇಶನ್‌ನಿಂದ 3 ಲಕ್ಷಗಳ ಅಭಿವೃದ್ಧಿ ಕಾಮಗಾರಿಗೆ ಚಾಲನೆ ನೀಡಲಾಗುವುದು. ಪುರಸಭೆ ಸದಸ್ಯರು, ಅಧಿಕಾರಿಗಳು ಪಾಲ್ಗೊಂಡಿದ್ದರು.: [212, 394, 362, 513]
- statue-photo: [210, 96, 430, 230]
- katti-photo: [622, 944, 918, 1040]
